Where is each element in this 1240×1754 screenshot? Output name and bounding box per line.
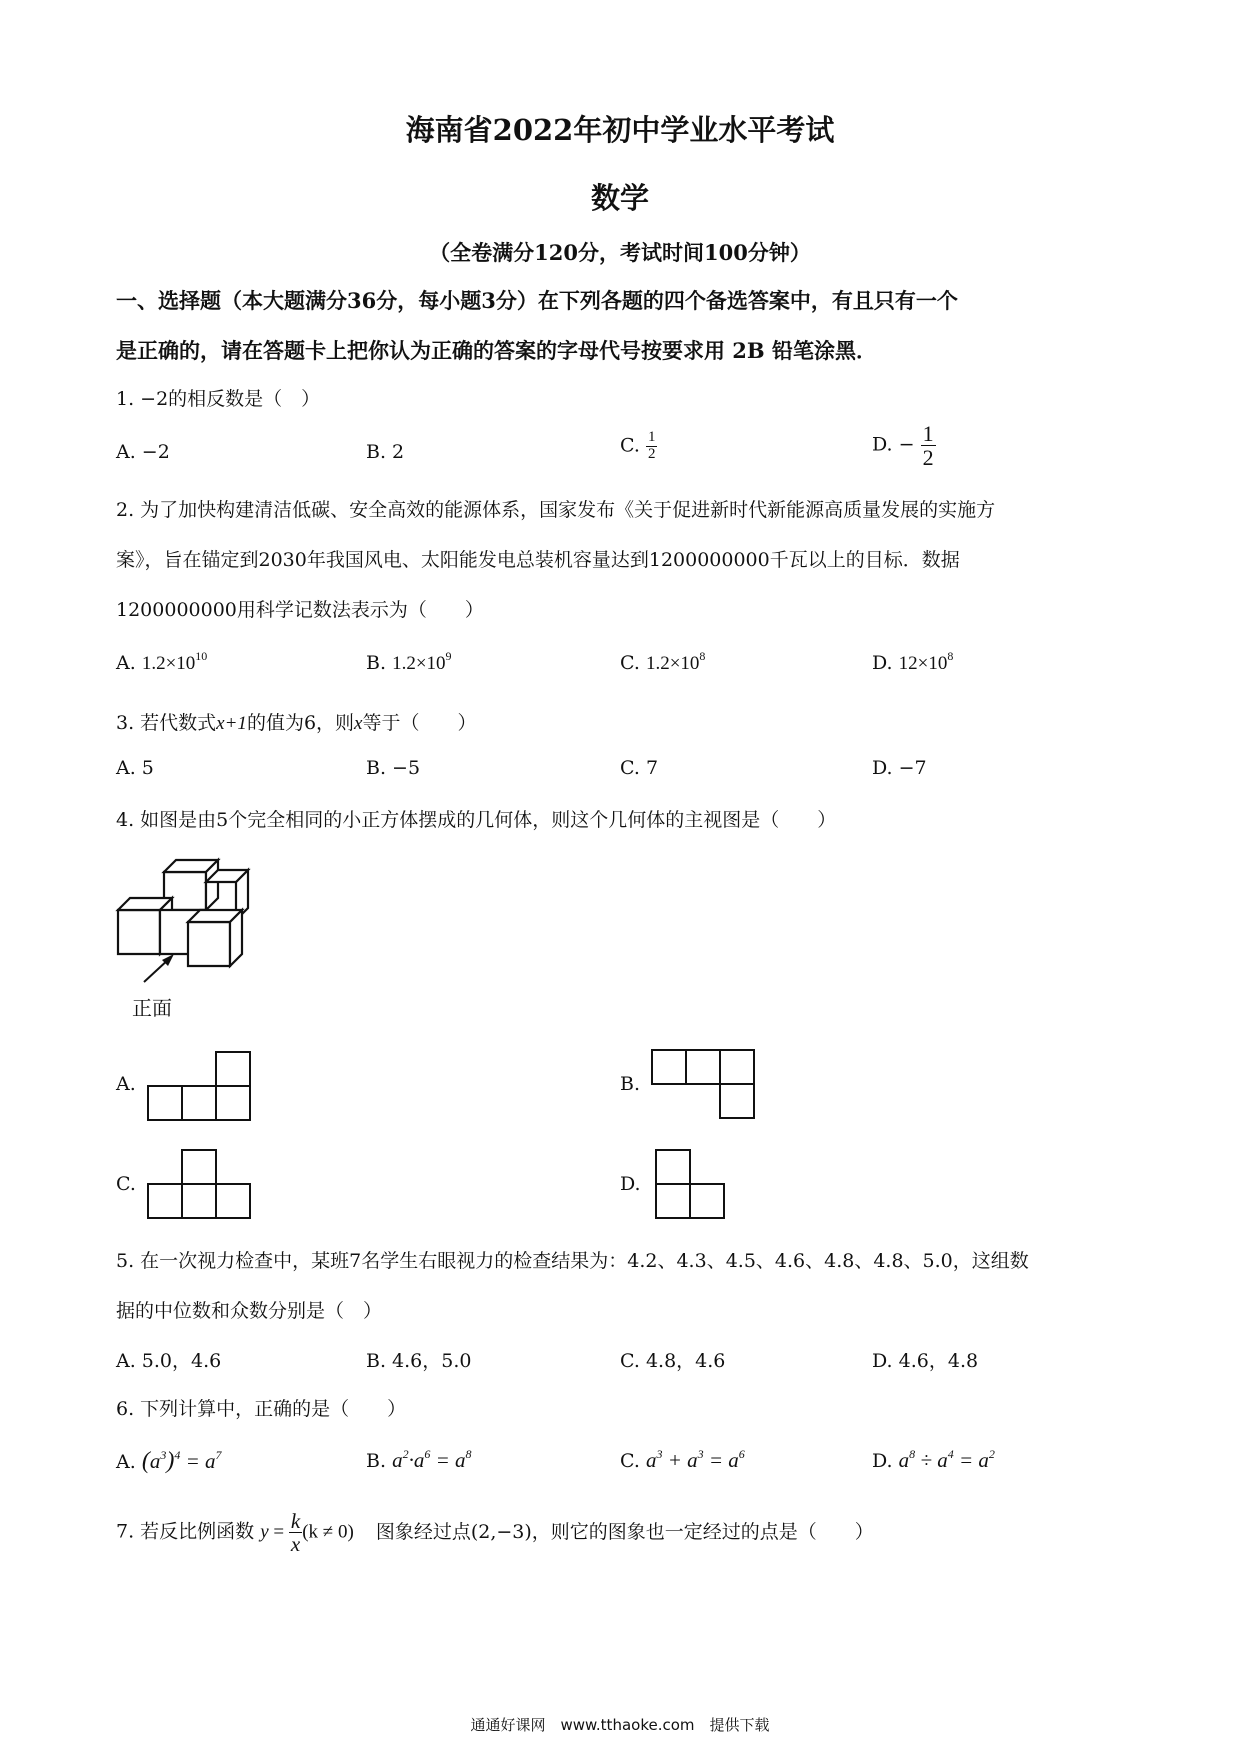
- q2-line2: 案》，旨在锚定到2030年我国风电、太阳能发电总装机容量达到1200000000千瓦以上的目标．数据: [116, 549, 960, 571]
- exam-title: 海南省2022年初中学业水平考试: [405, 113, 835, 147]
- q4-option-d-figure: [656, 1148, 736, 1220]
- q2-option-c: [620, 649, 706, 675]
- q1-c-numerator: 1: [647, 429, 656, 445]
- d-square-2: [656, 1184, 690, 1218]
- q7-fraction: [289, 1510, 302, 1555]
- q4-option-c-label: C.: [116, 1173, 136, 1195]
- q7-condition: (k ≠ 0): [302, 1521, 354, 1543]
- q7-stem-post: 图象经过点(2,−3)，则它的图象也一定经过的点是（ ）: [375, 1520, 874, 1543]
- front-label: 正面: [132, 996, 172, 1020]
- q1-option-d-fraction: [921, 422, 936, 469]
- q3-stem: [116, 708, 476, 735]
- q2-option-d: [872, 649, 954, 675]
- q2-option-a-exponent: 10: [195, 649, 208, 663]
- d-square-3: [690, 1184, 724, 1218]
- section-heading-line2: 是正确的，请在答题卡上把你认为正确的答案的字母代号按要求用 2B 铅笔涂黑．: [116, 338, 877, 363]
- q5-option-d: D. 4.6，4.8: [872, 1350, 979, 1372]
- q6-option-c-label: C.: [620, 1450, 640, 1472]
- subject-title: 数学: [590, 181, 649, 215]
- q4-option-a-label: A.: [116, 1073, 136, 1095]
- q7-stem: 7. 若反比例函数 y = $\frac{k}{x}$ (k ≠ 0) 图象经过点(2,−3)，则它的图象也一定经过的点是（ ）: [116, 1509, 874, 1557]
- q6-option-c-expression: $a^3 + a^3 = a^6$: [645, 1447, 745, 1472]
- q3-stem-mid: 的值为6，则: [246, 712, 355, 734]
- q6-option-d: [872, 1448, 995, 1473]
- q1-d-denominator: 2: [922, 445, 934, 471]
- section-heading-line1: 一、选择题（本大题满分36分，每小题3分）在下列各题的四个备选答案中，有且只有一个: [116, 288, 958, 313]
- cube-stack-figure: [118, 858, 278, 993]
- b-square-4: [720, 1084, 754, 1118]
- q2-option-b-exponent: 9: [445, 649, 452, 663]
- q2-option-c-base: 1.2×10: [645, 653, 700, 674]
- q2-option-d-label: D.: [872, 652, 893, 674]
- q1-stem: 1. −2的相反数是（ ）: [116, 388, 321, 410]
- q3-stem-var: x: [354, 713, 363, 734]
- q4-option-c-figure: [148, 1148, 258, 1220]
- b-square-3: [720, 1050, 754, 1084]
- q1-option-c-label: C.: [620, 434, 640, 457]
- q3-stem-post: 等于（ ）: [362, 712, 477, 734]
- q7-stem-pre: 7. 若反比例函数: [116, 1520, 255, 1543]
- q1-c-denominator: 2: [647, 445, 656, 462]
- q4-option-d-label: D.: [620, 1173, 641, 1195]
- q3-option-b: B. −5: [366, 757, 421, 779]
- q3-stem-pre: 3. 若代数式: [116, 712, 217, 734]
- q2-line1: 2. 为了加快构建清洁低碳、安全高效的能源体系，国家发布《关于促进新时代新能源高质量发展的实施方: [116, 499, 996, 521]
- a-square-1: [148, 1086, 182, 1120]
- q4-option-b-figure: [652, 1048, 762, 1120]
- q5-line2: 据的中位数和众数分别是（ ）: [116, 1300, 383, 1322]
- b-square-1: [652, 1050, 686, 1084]
- q2-option-b: [366, 649, 452, 675]
- q6-option-c: [620, 1448, 745, 1473]
- q2-option-d-exponent: 8: [947, 649, 954, 663]
- q1-option-b: B. 2: [366, 441, 405, 463]
- q5-option-a: A. 5.0，4.6: [116, 1350, 222, 1372]
- exam-note: （全卷满分120分，考试时间100分钟）: [429, 240, 811, 265]
- q1-option-d: [872, 422, 936, 469]
- q2-option-c-label: C.: [620, 652, 640, 674]
- q7-fraction-denominator: x: [290, 1532, 301, 1557]
- q3-option-d: D. −7: [872, 757, 927, 779]
- b-square-2: [686, 1050, 720, 1084]
- q5-option-c: C. 4.8，4.6: [620, 1350, 726, 1372]
- q2-option-d-base: 12×10: [898, 653, 948, 674]
- q3-option-c: C. 7: [620, 757, 659, 779]
- q2-option-b-base: 1.2×10: [392, 653, 446, 674]
- q7-fraction-numerator: k: [290, 1509, 301, 1533]
- q5-option-b: B. 4.6，5.0: [366, 1350, 472, 1372]
- c-square-3: [216, 1184, 250, 1218]
- q6-option-b: [366, 1448, 471, 1473]
- a-square-4: [216, 1052, 250, 1086]
- q2-option-c-exponent: 8: [699, 649, 706, 663]
- q3-stem-expr: x+1: [216, 713, 247, 734]
- q6-option-b-expression: $a^2\cdot a^6 = a^8$: [392, 1447, 472, 1472]
- q7-y-equals: y: [260, 1521, 269, 1543]
- q4-option-b-label: B.: [620, 1073, 641, 1095]
- q4-stem: 4. 如图是由5个完全相同的小正方体摆成的几何体，则这个几何体的主视图是（ ）: [116, 809, 837, 831]
- q6-stem: 6. 下列计算中，正确的是（ ）: [116, 1398, 407, 1420]
- q6-option-a: [116, 1448, 221, 1475]
- q1-d-numerator: 1: [922, 421, 934, 446]
- c-square-2: [182, 1184, 216, 1218]
- q6-option-a-expression: $(a^3)^4 = a^7$: [141, 1448, 222, 1474]
- right-cube-front: [188, 922, 230, 966]
- q6-option-d-expression: $a^8 \div a^4 = a^2$: [898, 1447, 995, 1472]
- q4-option-a-figure: [148, 1050, 258, 1122]
- a-square-2: [182, 1086, 216, 1120]
- q6-option-d-label: D.: [872, 1450, 893, 1472]
- a-square-3: [216, 1086, 250, 1120]
- q1-option-a: A. −2: [116, 441, 170, 463]
- q2-option-a-base: 1.2×10: [141, 653, 196, 674]
- q1-option-c: [620, 430, 657, 463]
- c-square-4: [182, 1150, 216, 1184]
- d-square-1: [656, 1150, 690, 1184]
- q1-option-d-label: D. −: [872, 433, 915, 456]
- left-cube-front: [118, 910, 160, 954]
- q6-option-b-label: B.: [366, 1450, 387, 1472]
- q5-line1: 5. 在一次视力检查中，某班7名学生右眼视力的检查结果为：4.2、4.3、4.5、4.6、4.8、4.8、5.0，这组数: [116, 1250, 1029, 1272]
- q1-option-c-fraction: [646, 430, 658, 463]
- q2-option-a-label: A.: [116, 652, 136, 674]
- q6-option-a-label: A.: [116, 1451, 136, 1473]
- q2-line3: 1200000000用科学记数法表示为（ ）: [116, 599, 484, 621]
- q2-option-b-label: B.: [366, 652, 387, 674]
- q3-option-a: A. 5: [116, 757, 154, 779]
- c-square-1: [148, 1184, 182, 1218]
- page-footer: 通通好课网 www.tthaoke.com 提供下载: [470, 1716, 770, 1734]
- q2-option-a: [116, 649, 208, 675]
